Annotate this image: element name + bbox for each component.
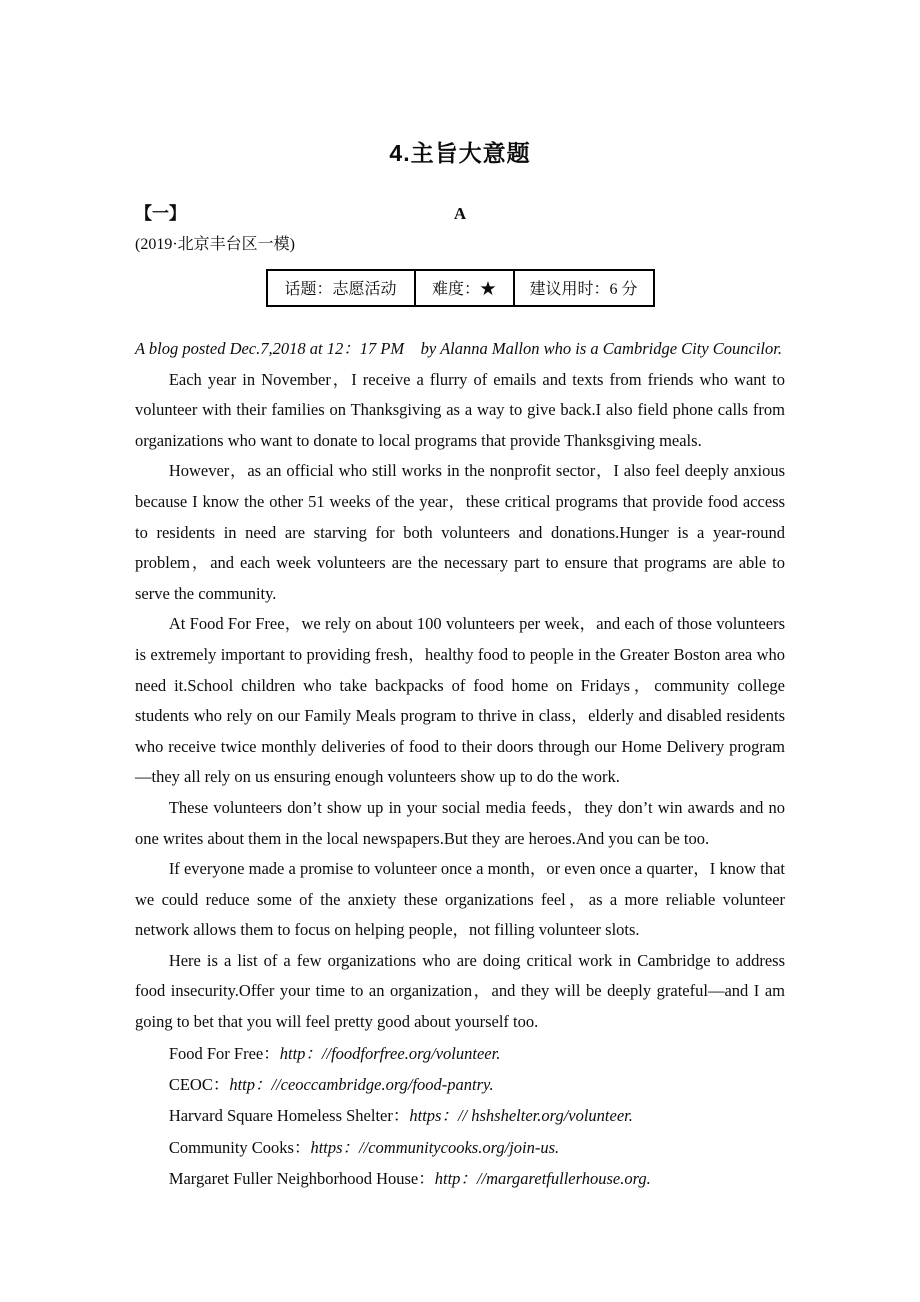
meta-difficulty-cell: 难度：★: [415, 270, 514, 306]
page-title: 4.主旨大意题: [389, 140, 531, 166]
passage-byline: A blog posted Dec.7,2018 at 12：17 PM by Alanna Mallon who is a Cambridge City Councilor.: [135, 339, 782, 358]
reading-passage: [135, 334, 785, 1195]
org-link-line: [135, 1038, 785, 1069]
paragraph-5: If everyone made a promise to volunteer once a month，or even once a quarter，I know that we could reduce some of the anxiety these organizations feel，as a more reliable volunteer network allows them to focus on helping people，not filling volunteer slots.: [135, 859, 785, 940]
org-url: https：// hshshelter.org/volunteer.: [409, 1106, 633, 1126]
org-name: Food For Free：: [168, 1043, 280, 1063]
org-link-line: [135, 1132, 785, 1163]
meta-table-row: [267, 270, 654, 306]
paragraph-1: Each year in November，I receive a flurry of emails and texts from friends who want to volunteer with their families on Thanksgiving as a way to give back.I also field phone calls from organizations who want to donate to local programs that provide Thanksgiving meals.: [135, 369, 785, 450]
org-url: https：//communitycooks.org/join-us.: [310, 1137, 560, 1157]
org-link-line: [135, 1100, 785, 1131]
source-line: (2019·北京丰台区一模): [135, 236, 295, 253]
meta-topic-cell: 话题：志愿活动: [267, 270, 415, 306]
org-link-line: [135, 1163, 785, 1194]
meta-time-cell: 建议用时：6 分: [514, 270, 654, 306]
org-url: http：//foodforfree.org/volunteer.: [279, 1043, 501, 1063]
paragraph-2: However，as an official who still works in the nonprofit sector，I also feel deeply anxious because I know the other 51 weeks of the year，these critical programs that provide food access to residents in need are starving for both volunteers and donations.Hunger is a year-round problem，and each week volunteers are the necessary part to ensure that programs are able to serve the community.: [135, 461, 785, 603]
passage-letter: A: [453, 204, 467, 223]
paragraph-6: Here is a list of a few organizations who are doing critical work in Cambridge to address food insecurity.Offer your time to an organization，and they will be deeply grateful—and I am going to bet that you will feel pretty good about yourself too.: [135, 950, 785, 1032]
meta-table: [266, 269, 655, 307]
org-name: Community Cooks：: [168, 1137, 311, 1157]
section-row: [135, 203, 785, 225]
org-name: Margaret Fuller Neighborhood House：: [168, 1169, 435, 1189]
org-link-line: [135, 1069, 785, 1100]
paragraph-4: These volunteers don’t show up in your social media feeds，they don’t win awards and no one writes about them in the local newspapers.But they are heroes.And you can be too.: [135, 797, 785, 848]
paragraph-3: At Food For Free，we rely on about 100 volunteers per week，and each of those volunteers is extremely important to providing fresh，healthy food to people in the Greater Boston area who need it.School children who take backpacks of food home on Fridays，community college students who rely on our Family Meals program to thrive in class，elderly and disabled residents who receive twice monthly deliveries of food to their doors through our Home Delivery program—they all rely on us ensuring enough volunteers show up to do the work.: [135, 614, 785, 787]
org-url: http：//margaretfullerhouse.org.: [434, 1169, 651, 1189]
org-name: Harvard Square Homeless Shelter：: [168, 1106, 410, 1126]
org-name: CEOC：: [168, 1075, 230, 1095]
section-marker: 【一】: [135, 204, 186, 223]
org-url: http：//ceoccambridge.org/food-pantry.: [229, 1075, 494, 1095]
